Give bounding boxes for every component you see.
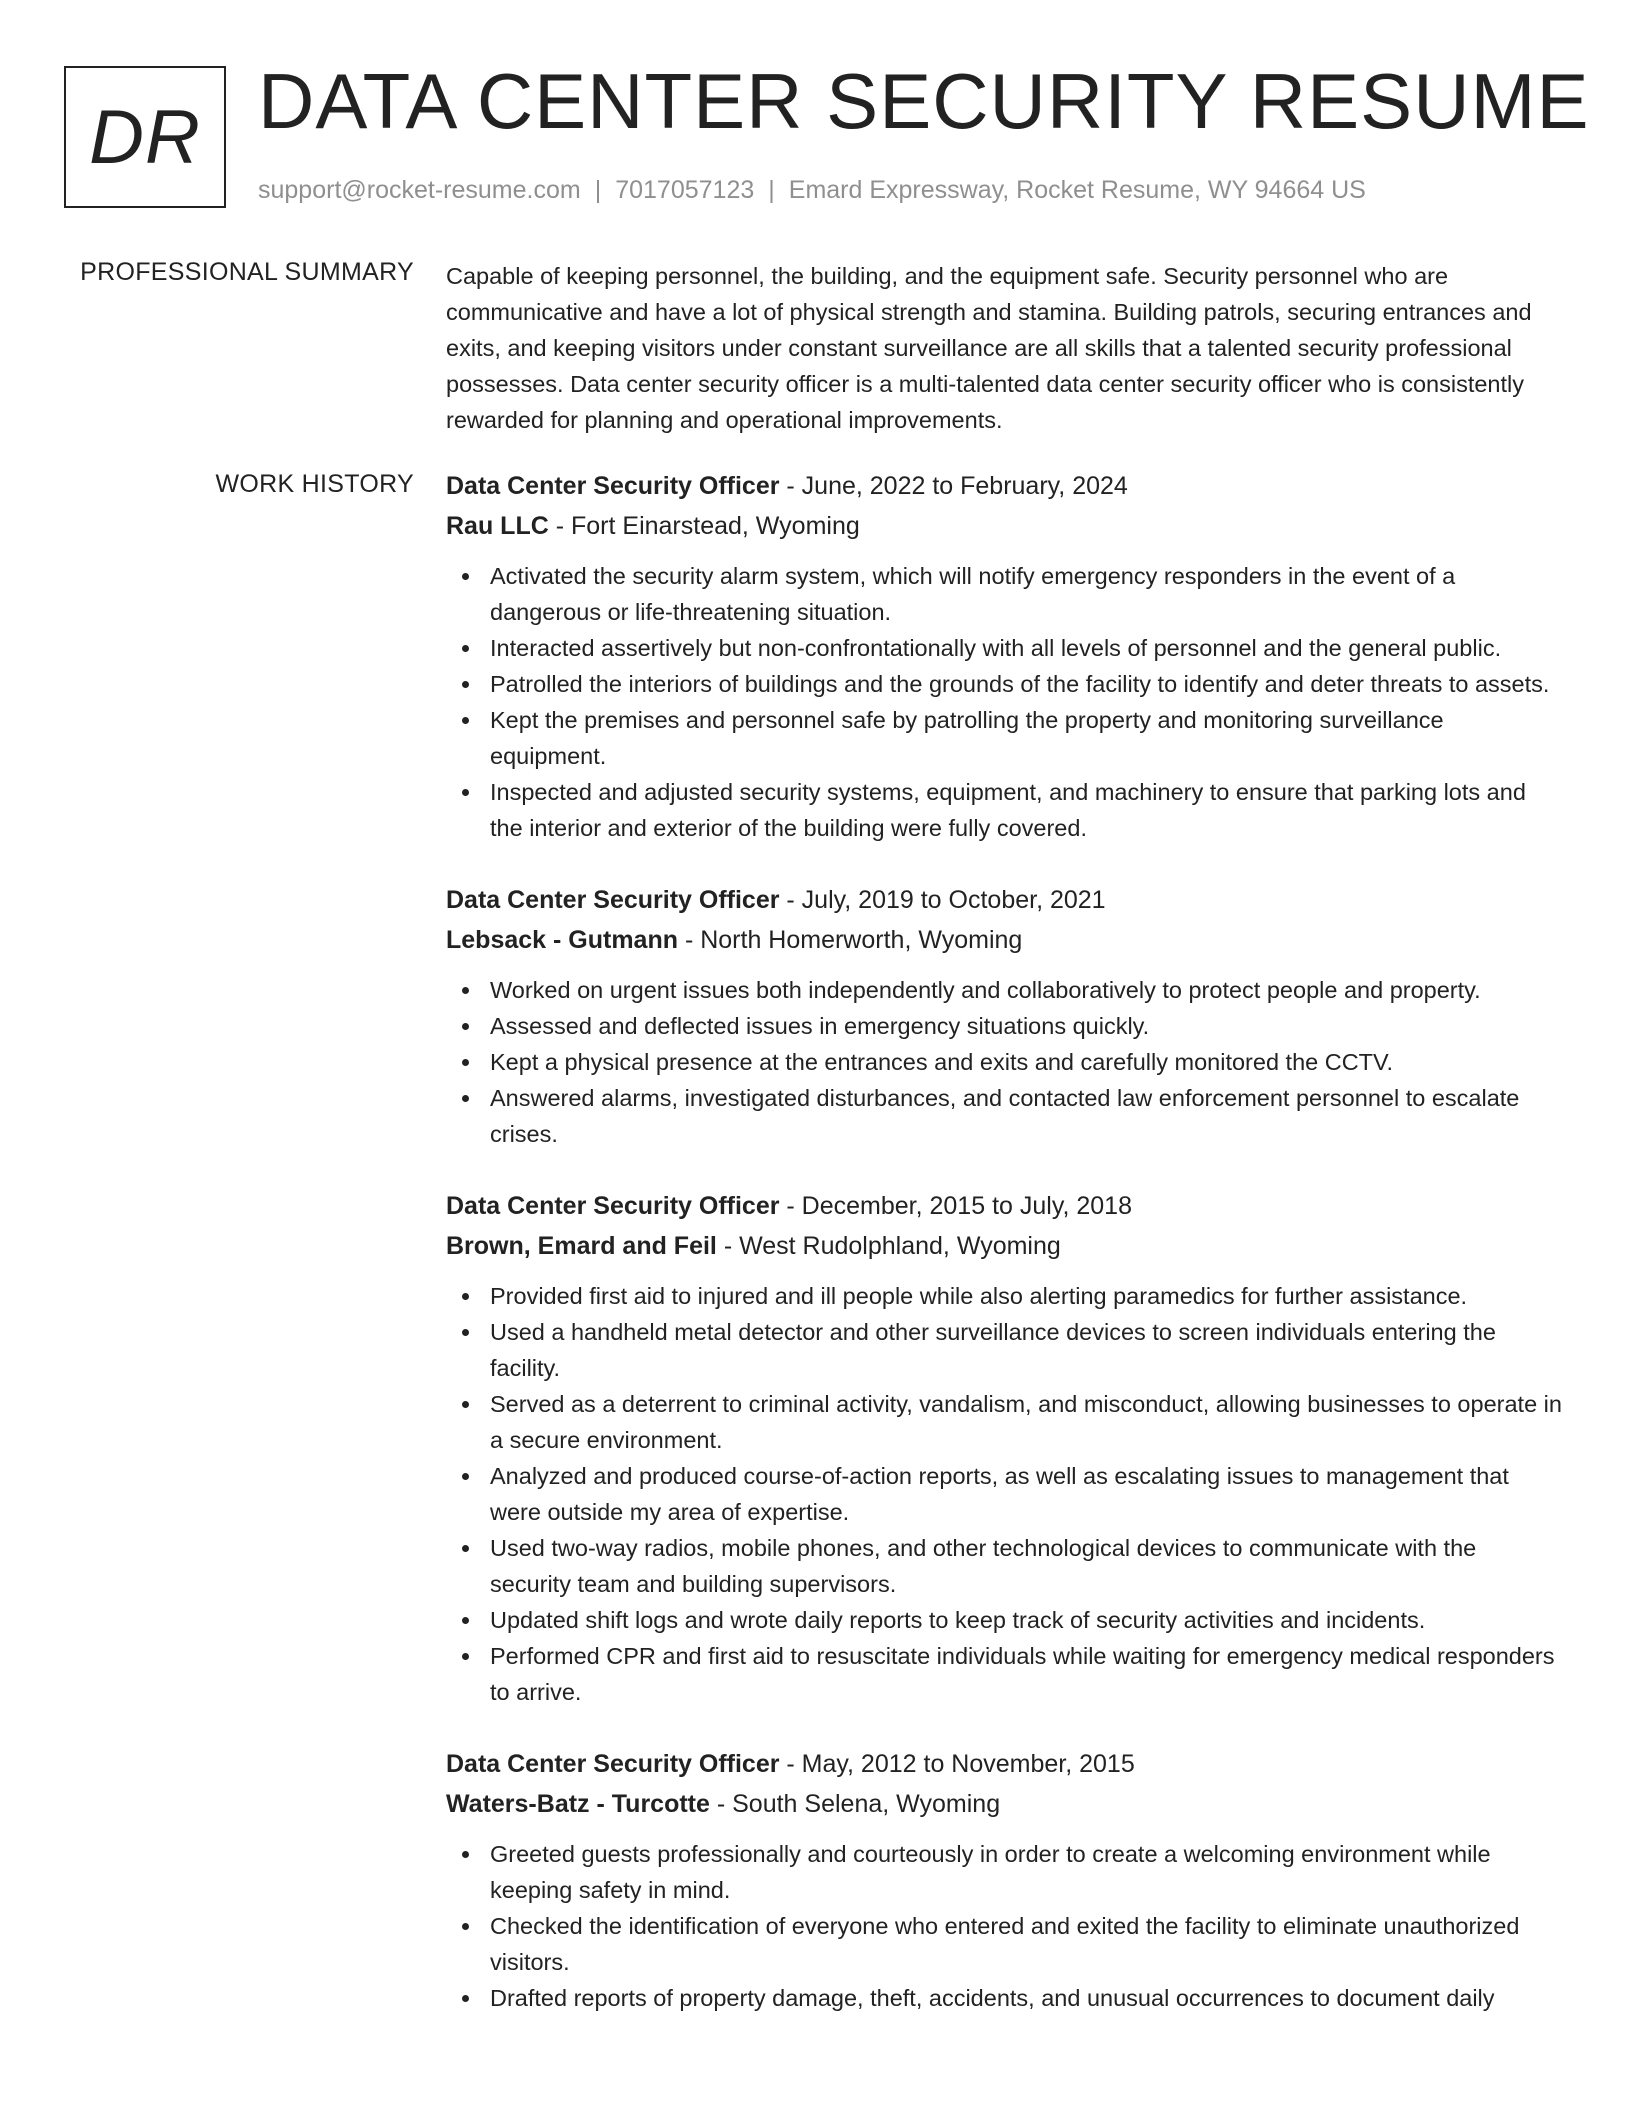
job-dates: - July, 2019 to October, 2021: [779, 886, 1106, 914]
job-bullet: Drafted reports of property damage, theft, accidents, and unusual occurrences to document daily: [446, 1980, 1562, 2016]
job-bullet: Performed CPR and first aid to resuscitate individuals while waiting for emergency medical responders to arrive.: [446, 1638, 1562, 1710]
job-company: Rau LLC: [446, 512, 549, 540]
summary-heading: PROFESSIONAL SUMMARY: [80, 258, 414, 286]
monogram-initials: DR: [89, 94, 201, 180]
contact-address: Emard Expressway, Rocket Resume, WY 94664 US: [788, 176, 1366, 204]
summary-body: [446, 258, 1562, 438]
job-bullet: Analyzed and produced course-of-action reports, as well as escalating issues to management that were outside my area of expertise.: [446, 1458, 1562, 1530]
job-bullet-list: [446, 558, 1562, 846]
job-location: - West Rudolphland, Wyoming: [716, 1232, 1061, 1260]
job-bullet: Checked the identification of everyone who entered and exited the facility to eliminate unauthorized visitors.: [446, 1908, 1562, 1980]
resume-title: DATA CENTER SECURITY RESUME: [258, 57, 1590, 145]
job-bullet: Kept the premises and personnel safe by patrolling the property and monitoring surveillance equipment.: [446, 702, 1562, 774]
job-dates: - December, 2015 to July, 2018: [779, 1192, 1132, 1220]
contact-separator: |: [594, 176, 602, 204]
job-title: Data Center Security Officer: [446, 1192, 780, 1220]
job-entry: [446, 880, 1562, 1152]
job-bullet: Provided first aid to injured and ill people while also alerting paramedics for further assistance.: [446, 1278, 1562, 1314]
job-location: - Fort Einarstead, Wyoming: [548, 512, 860, 540]
contact-line: [258, 176, 1366, 205]
job-title: Data Center Security Officer: [446, 1750, 780, 1778]
job-company: Brown, Emard and Feil: [446, 1232, 717, 1260]
job-company: Waters-Batz - Turcotte: [446, 1790, 710, 1818]
job-entry: [446, 1744, 1562, 2016]
job-bullet: Answered alarms, investigated disturbances, and contacted law enforcement personnel to escalate crises.: [446, 1080, 1562, 1152]
contact-phone[interactable]: 7017057123: [615, 176, 755, 204]
job-bullet: Used a handheld metal detector and other surveillance devices to screen individuals entering the facility.: [446, 1314, 1562, 1386]
job-bullet: Patrolled the interiors of buildings and the grounds of the facility to identify and deter threats to assets.: [446, 666, 1562, 702]
work-history-body: [446, 466, 1562, 2050]
job-company-line: [446, 1784, 1562, 1824]
job-bullet: Activated the security alarm system, which will notify emergency responders in the event of a dangerous or life-threatening situation.: [446, 558, 1562, 630]
job-location: - South Selena, Wyoming: [709, 1790, 1001, 1818]
job-bullet: Inspected and adjusted security systems, equipment, and machinery to ensure that parking lots and the interior and exterior of the building were fully covered.: [446, 774, 1562, 846]
job-title-line: [446, 880, 1562, 920]
job-title-line: [446, 1186, 1562, 1226]
job-bullet-list: [446, 972, 1562, 1152]
job-dates: - June, 2022 to February, 2024: [779, 472, 1128, 500]
job-title-line: [446, 466, 1562, 506]
job-bullet: Kept a physical presence at the entrances and exits and carefully monitored the CCTV.: [446, 1044, 1562, 1080]
job-location: - North Homerworth, Wyoming: [678, 926, 1023, 954]
contact-email[interactable]: support@rocket-resume.com: [258, 176, 581, 204]
summary-text: Capable of keeping personnel, the building, and the equipment safe. Security personnel who are communicative and have a lot of physical strength and stamina. Building patrols, securing entrances and exits, and keeping visitors under constant surveillance are all skills that a talented security professional possesses. Data center security officer is a multi-talented data center security officer who is consistently rewarded for planning and operational improvements.: [446, 263, 1532, 433]
job-title: Data Center Security Officer: [446, 472, 780, 500]
job-bullet-list: [446, 1278, 1562, 1710]
job-bullet-list: [446, 1836, 1562, 2016]
job-title-line: [446, 1744, 1562, 1784]
job-bullet: Interacted assertively but non-confrontationally with all levels of personnel and the general public.: [446, 630, 1562, 666]
job-company-line: [446, 920, 1562, 960]
job-company-line: [446, 506, 1562, 546]
job-title: Data Center Security Officer: [446, 886, 780, 914]
job-bullet: Assessed and deflected issues in emergency situations quickly.: [446, 1008, 1562, 1044]
job-bullet: Worked on urgent issues both independently and collaboratively to protect people and property.: [446, 972, 1562, 1008]
job-bullet: Used two-way radios, mobile phones, and other technological devices to communicate with the security team and building supervisors.: [446, 1530, 1562, 1602]
job-bullet: Updated shift logs and wrote daily reports to keep track of security activities and incidents.: [446, 1602, 1562, 1638]
job-entry: [446, 1186, 1562, 1710]
monogram-badge: [64, 66, 226, 208]
job-dates: - May, 2012 to November, 2015: [779, 1750, 1135, 1778]
job-entry: [446, 466, 1562, 846]
job-bullet: Served as a deterrent to criminal activity, vandalism, and misconduct, allowing businesses to operate in a secure environment.: [446, 1386, 1562, 1458]
job-bullet: Greeted guests professionally and courteously in order to create a welcoming environment while keeping safety in mind.: [446, 1836, 1562, 1908]
work-history-heading: WORK HISTORY: [215, 470, 414, 498]
job-company-line: [446, 1226, 1562, 1266]
contact-separator: |: [768, 176, 775, 204]
job-company: Lebsack - Gutmann: [446, 926, 678, 954]
